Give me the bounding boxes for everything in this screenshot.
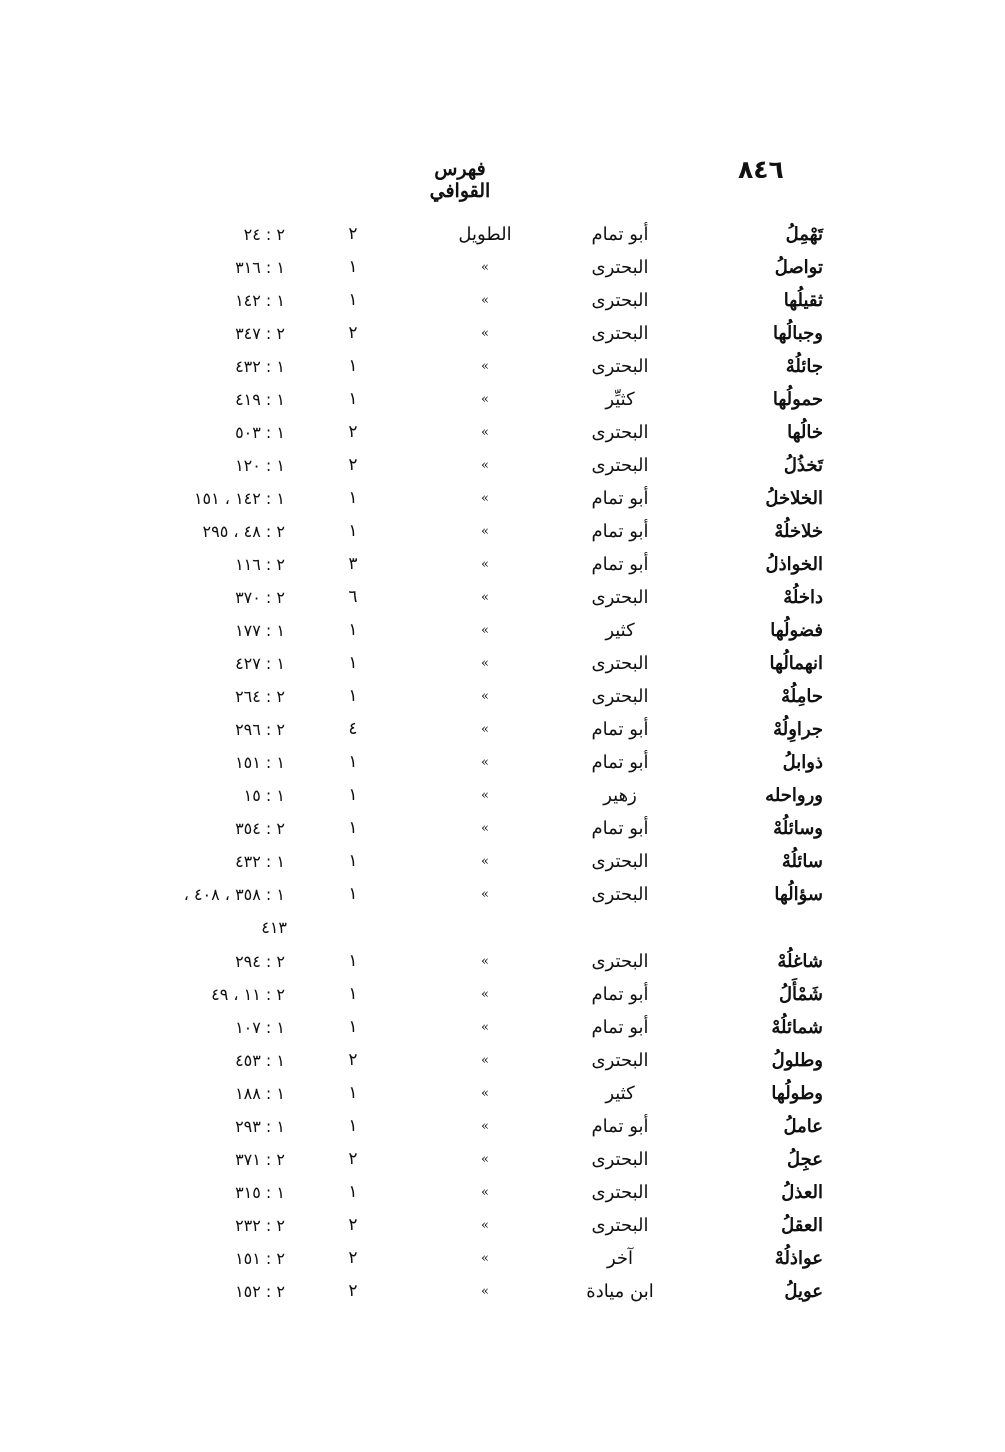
rhyme-word: عويلُ bbox=[784, 1281, 823, 1302]
rhyme-word: حمولُها bbox=[772, 389, 823, 410]
verse-count: ٢ bbox=[348, 1149, 358, 1169]
verse-count: ٢ bbox=[348, 1050, 358, 1070]
poet-name: البحترى bbox=[591, 422, 649, 443]
rhyme-word: جائلُهْ bbox=[785, 356, 823, 377]
meter-name: » bbox=[481, 954, 489, 969]
meter-name: » bbox=[481, 755, 489, 770]
table-row bbox=[0, 680, 1005, 713]
page-reference: ١ : ٤١٩ bbox=[235, 390, 285, 409]
rhyme-word: وجبالُها bbox=[772, 323, 823, 344]
page-reference: ١ : ٥٠٣ bbox=[235, 423, 285, 442]
poet-name: البحترى bbox=[591, 1182, 649, 1203]
page-reference: ٢ : ٢٣٢ bbox=[235, 1216, 285, 1235]
meter-name: » bbox=[481, 887, 489, 902]
page-title: فهرس القوافي bbox=[429, 158, 491, 202]
table-row bbox=[0, 482, 1005, 515]
verse-count: ٢ bbox=[348, 323, 358, 343]
meter-name: » bbox=[481, 392, 489, 407]
page-reference: ٢ : ٢٤ bbox=[243, 225, 285, 244]
table-row bbox=[0, 647, 1005, 680]
poet-name: البحترى bbox=[591, 356, 649, 377]
page-number: ٨٤٦ bbox=[738, 155, 784, 184]
meter-name: الطويل bbox=[458, 224, 512, 245]
rhyme-word: شَمْأَلُ bbox=[778, 984, 823, 1005]
verse-count: ١ bbox=[348, 356, 358, 376]
page-reference: ١ : ٣١٦ bbox=[235, 258, 285, 277]
rhyme-word: خالُها bbox=[787, 422, 823, 443]
table-row bbox=[0, 1077, 1005, 1110]
meter-name: » bbox=[481, 1185, 489, 1200]
rhyme-word: الخلاخلُ bbox=[765, 488, 823, 509]
page-reference: ١ : ١٤٢ ، ١٥١ bbox=[193, 489, 285, 508]
verse-count: ١ bbox=[348, 257, 358, 277]
meter-name: » bbox=[481, 1119, 489, 1134]
table-row bbox=[0, 1242, 1005, 1275]
page-reference: ٢ : ١١ ، ٤٩ bbox=[211, 985, 285, 1004]
meter-name: » bbox=[481, 590, 489, 605]
table-row bbox=[0, 218, 1005, 251]
page-reference: ١ : ٤٣٢ bbox=[235, 852, 285, 871]
table-row bbox=[0, 779, 1005, 812]
page-reference: ١ : ١٥١ bbox=[235, 753, 285, 772]
poet-name: البحترى bbox=[591, 323, 649, 344]
table-row bbox=[0, 1011, 1005, 1044]
table-row bbox=[0, 812, 1005, 845]
meter-name: » bbox=[481, 1086, 489, 1101]
rhyme-word: وطلولُ bbox=[771, 1050, 823, 1071]
poet-name: زهير bbox=[603, 785, 637, 806]
verse-count: ١ bbox=[348, 951, 358, 971]
rhyme-word: العقلُ bbox=[781, 1215, 823, 1236]
page-reference: ٢ : ٣٤٧ bbox=[235, 324, 285, 343]
table-row bbox=[0, 1143, 1005, 1176]
page-reference: ١ : ١٠٧ bbox=[235, 1018, 285, 1037]
rhyme-word: سؤالُها bbox=[774, 884, 823, 905]
verse-count: ١ bbox=[348, 752, 358, 772]
table-row bbox=[0, 746, 1005, 779]
page-reference: ١ : ٣٥٨ ، ٤٠٨ ، bbox=[183, 885, 285, 904]
verse-count: ١ bbox=[348, 984, 358, 1004]
rhyme-word: العذلُ bbox=[781, 1182, 823, 1203]
table-row bbox=[0, 515, 1005, 548]
meter-name: » bbox=[481, 656, 489, 671]
poet-name: البحترى bbox=[591, 653, 649, 674]
rhyme-index-table bbox=[0, 218, 1005, 1308]
poet-name: البحترى bbox=[591, 455, 649, 476]
rhyme-word: عاملُ bbox=[783, 1116, 823, 1137]
meter-name: » bbox=[481, 1020, 489, 1035]
rhyme-word: شمائلُهْ bbox=[771, 1017, 823, 1038]
poet-name: البحترى bbox=[591, 290, 649, 311]
verse-count: ٢ bbox=[348, 224, 358, 244]
verse-count: ١ bbox=[348, 1083, 358, 1103]
page-reference: ١ : ١٧٧ bbox=[235, 621, 285, 640]
verse-count: ٣ bbox=[348, 554, 358, 574]
meter-name: » bbox=[481, 557, 489, 572]
poet-name: كثير bbox=[605, 620, 635, 641]
rhyme-word: داخلُهْ bbox=[783, 587, 823, 608]
verse-count: ١ bbox=[348, 389, 358, 409]
page-reference: ٢ : ١٥١ bbox=[235, 1249, 285, 1268]
meter-name: » bbox=[481, 359, 489, 374]
table-row bbox=[0, 945, 1005, 978]
verse-count: ١ bbox=[348, 1182, 358, 1202]
meter-name: » bbox=[481, 491, 489, 506]
poet-name: أبو تمام bbox=[591, 488, 649, 509]
rhyme-word: ذوابلُ bbox=[782, 752, 823, 773]
rhyme-word: وطولُها bbox=[771, 1083, 823, 1104]
poet-name: البحترى bbox=[591, 686, 649, 707]
poet-name: أبو تمام bbox=[591, 224, 649, 245]
verse-count: ٢ bbox=[348, 1215, 358, 1235]
poet-name: البحترى bbox=[591, 257, 649, 278]
table-row bbox=[0, 1176, 1005, 1209]
meter-name: » bbox=[481, 788, 489, 803]
meter-name: » bbox=[481, 260, 489, 275]
verse-count: ١ bbox=[348, 851, 358, 871]
verse-count: ١ bbox=[348, 488, 358, 508]
rhyme-word: تواصلُ bbox=[774, 257, 823, 278]
poet-name: أبو تمام bbox=[591, 719, 649, 740]
poet-name: أبو تمام bbox=[591, 1017, 649, 1038]
verse-count: ٢ bbox=[348, 455, 358, 475]
poet-name: البحترى bbox=[591, 851, 649, 872]
meter-name: » bbox=[481, 524, 489, 539]
poet-name: أبو تمام bbox=[591, 521, 649, 542]
verse-count: ١ bbox=[348, 884, 358, 904]
rhyme-word: ثقيلُها bbox=[783, 290, 823, 311]
rhyme-word: عواذلُهْ bbox=[774, 1248, 823, 1269]
rhyme-word: جراوِلُهْ bbox=[773, 719, 823, 740]
verse-count: ١ bbox=[348, 818, 358, 838]
table-row-continuation bbox=[0, 911, 1005, 945]
rhyme-word: تَخذُلُ bbox=[783, 455, 823, 476]
page-reference: ١ : ٢٩٣ bbox=[235, 1117, 285, 1136]
meter-name: » bbox=[481, 623, 489, 638]
poet-name: البحترى bbox=[591, 951, 649, 972]
page-reference: ٢ : ٢٩٦ bbox=[235, 720, 285, 739]
table-row bbox=[0, 845, 1005, 878]
verse-count: ١ bbox=[348, 653, 358, 673]
meter-name: » bbox=[481, 854, 489, 869]
verse-count: ١ bbox=[348, 1017, 358, 1037]
meter-name: » bbox=[481, 1284, 489, 1299]
verse-count: ٦ bbox=[348, 587, 358, 607]
poet-name: البحترى bbox=[591, 884, 649, 905]
page-reference: ٢ : ٣٧٠ bbox=[235, 588, 285, 607]
page-reference: ٢ : ٢٩٤ bbox=[235, 952, 285, 971]
page-reference: ١ : ٤٢٧ bbox=[235, 654, 285, 673]
rhyme-word: ورواحله bbox=[765, 785, 823, 806]
meter-name: » bbox=[481, 1053, 489, 1068]
poet-name: كثير bbox=[605, 1083, 635, 1104]
verse-count: ٢ bbox=[348, 422, 358, 442]
table-row bbox=[0, 350, 1005, 383]
poet-name: أبو تمام bbox=[591, 984, 649, 1005]
verse-count: ١ bbox=[348, 290, 358, 310]
page-header bbox=[0, 155, 1005, 202]
poet-name: ابن ميادة bbox=[586, 1281, 654, 1302]
page-reference: ١ : ١٤٢ bbox=[235, 291, 285, 310]
poet-name: آخر bbox=[606, 1248, 634, 1269]
table-row bbox=[0, 251, 1005, 284]
rhyme-word: خلاخلُهْ bbox=[774, 521, 823, 542]
poet-name: أبو تمام bbox=[591, 818, 649, 839]
rhyme-word: حامِلُهْ bbox=[781, 686, 823, 707]
table-row bbox=[0, 416, 1005, 449]
page-reference: ١ : ٤٥٣ bbox=[235, 1051, 285, 1070]
table-row bbox=[0, 449, 1005, 482]
table-row bbox=[0, 1044, 1005, 1077]
rhyme-word: عجِلُ bbox=[787, 1149, 823, 1170]
meter-name: » bbox=[481, 689, 489, 704]
page-reference: ١ : ١٢٠ bbox=[235, 456, 285, 475]
rhyme-word: فضولُها bbox=[770, 620, 823, 641]
rhyme-word: انهمالُها bbox=[769, 653, 823, 674]
verse-count: ١ bbox=[348, 521, 358, 541]
page-reference: ٢ : ٢٦٤ bbox=[235, 687, 285, 706]
page-reference: ٢ : ١١٦ bbox=[235, 555, 285, 574]
poet-name: أبو تمام bbox=[591, 1116, 649, 1137]
poet-name: أبو تمام bbox=[591, 554, 649, 575]
page-reference: ٤١٣ bbox=[261, 918, 287, 937]
table-row bbox=[0, 713, 1005, 746]
page-reference: ١ : ١٨٨ bbox=[235, 1084, 285, 1103]
poet-name: كثيِّر bbox=[605, 389, 635, 410]
poet-name: البحترى bbox=[591, 587, 649, 608]
page-reference: ٢ : ٤٨ ، ٢٩٥ bbox=[202, 522, 285, 541]
page-reference: ١ : ٤٣٢ bbox=[235, 357, 285, 376]
verse-count: ٢ bbox=[348, 1248, 358, 1268]
table-row bbox=[0, 1275, 1005, 1308]
meter-name: » bbox=[481, 326, 489, 341]
rhyme-word: شاغلُهْ bbox=[777, 951, 823, 972]
page-reference: ٢ : ٣٧١ bbox=[235, 1150, 285, 1169]
table-row bbox=[0, 878, 1005, 911]
meter-name: » bbox=[481, 1251, 489, 1266]
page-reference: ١ : ٣١٥ bbox=[235, 1183, 285, 1202]
table-row bbox=[0, 383, 1005, 416]
verse-count: ١ bbox=[348, 620, 358, 640]
page-reference: ١ : ١٥ bbox=[243, 786, 285, 805]
verse-count: ٢ bbox=[348, 1281, 358, 1301]
table-row bbox=[0, 1110, 1005, 1143]
meter-name: » bbox=[481, 821, 489, 836]
table-row bbox=[0, 1209, 1005, 1242]
meter-name: » bbox=[481, 1218, 489, 1233]
page-reference: ٢ : ٣٥٤ bbox=[235, 819, 285, 838]
meter-name: » bbox=[481, 458, 489, 473]
rhyme-word: الخواذلُ bbox=[765, 554, 823, 575]
rhyme-word: سائلُهْ bbox=[781, 851, 823, 872]
table-row bbox=[0, 614, 1005, 647]
poet-name: البحترى bbox=[591, 1050, 649, 1071]
page-reference: ٢ : ١٥٢ bbox=[235, 1282, 285, 1301]
verse-count: ١ bbox=[348, 785, 358, 805]
meter-name: » bbox=[481, 722, 489, 737]
table-row bbox=[0, 548, 1005, 581]
meter-name: » bbox=[481, 987, 489, 1002]
meter-name: » bbox=[481, 293, 489, 308]
table-row bbox=[0, 317, 1005, 350]
table-row bbox=[0, 284, 1005, 317]
rhyme-word: تَهْمِلُ bbox=[785, 224, 823, 245]
poet-name: أبو تمام bbox=[591, 752, 649, 773]
meter-name: » bbox=[481, 425, 489, 440]
poet-name: البحترى bbox=[591, 1149, 649, 1170]
poet-name: البحترى bbox=[591, 1215, 649, 1236]
verse-count: ١ bbox=[348, 686, 358, 706]
verse-count: ١ bbox=[348, 1116, 358, 1136]
table-row bbox=[0, 978, 1005, 1011]
verse-count: ٤ bbox=[348, 719, 358, 739]
table-row bbox=[0, 581, 1005, 614]
rhyme-word: وسائلُهْ bbox=[773, 818, 823, 839]
meter-name: » bbox=[481, 1152, 489, 1167]
